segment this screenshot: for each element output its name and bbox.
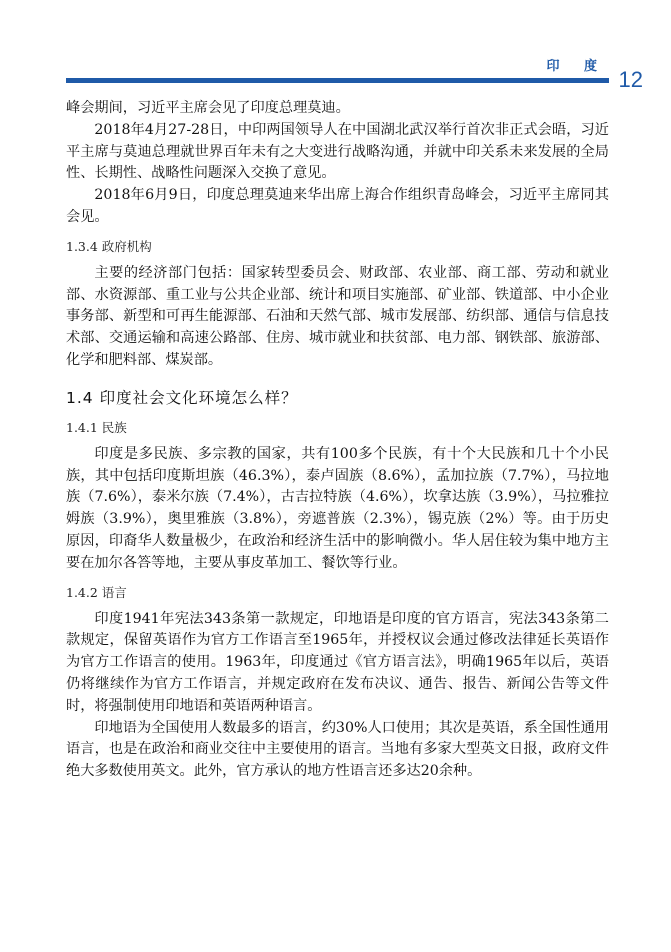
page-body: [66, 98, 609, 783]
chapter-title: 印 度: [546, 59, 607, 74]
subsection-heading: 1.4.1 民族: [66, 419, 127, 435]
paragraph: 2018年4月27-28日，中印两国领导人在中国湖北武汉举行首次非正式会晤，习近平主席与莫迪总理就世界百年未有之大变进行战略沟通，并就中印关系未来发展的全局性、长期性、战略性问题深入交换了意见。: [66, 121, 609, 182]
paragraph: 印度1941年宪法343条第一款规定，印地语是印度的官方语言，宪法343条第二款规定，保留英语作为官方工作语言至1965年，并授权议会通过修改法律延长英语作为官方工作语言的使用。1963年，印度通过《官方语言法》，明确1965年以后，英语仍将继续作为官方工作语言，并规定政府在发布决议、通告、报告、新闻公告等文件时，将强制使用印地语和英语两种语言。: [66, 610, 609, 714]
paragraph: 主要的经济部门包括：国家转型委员会、财政部、农业部、商工部、劳动和就业部、水资源部、重工业与公共企业部、统计和项目实施部、矿业部、铁道部、中小企业事务部、新型和可再生能源部、石油和天然气部、城市发展部、纺织部、通信与信息技术部、交通运输和高速公路部、住房、城市就业和扶贫部、电力部、钢铁部、旅游部、化学和肥料部、煤炭部。: [66, 264, 609, 368]
paragraph: 印度是多民族、多宗教的国家，共有100多个民族，有十个大民族和几十个小民族，其中包括印度斯坦族（46.3%），泰卢固族（8.6%），孟加拉族（7.7%），马拉地族（7.6%），泰米尔族（7.4%），古吉拉特族（4.6%），坎拿达族（3.9%），马拉雅拉姆族（3.9%），奥里雅族（3.8%），旁遮普族（2.3%），锡克族（2%）等。由于历史原因，印裔华人数量极少，在政治和经济生活中的影响微小。华人居住较为集中地方主要在加尔各答等地，主要从事皮革加工、餐饮等行业。: [66, 445, 609, 571]
paragraph: 2018年6月9日，印度总理莫迪来华出席上海合作组织青岛峰会，习近平主席同其会见。: [66, 187, 609, 225]
subsection-heading: 1.4.2 语言: [66, 584, 127, 600]
page-number: 12: [618, 67, 643, 92]
paragraph: 印地语为全国使用人数最多的语言，约30%人口使用；其次是英语，系全国性通用语言，也是在政治和商业交往中主要使用的语言。当地有多家大型英文日报，政府文件绝大多数使用英文。此外，官方承认的地方性语言还多达20余种。: [66, 719, 609, 780]
section-heading: 1.4 印度社会文化环境怎么样？: [66, 388, 298, 407]
subsection-heading: 1.3.4 政府机构: [66, 238, 152, 254]
header-rule: [66, 78, 609, 83]
paragraph: 峰会期间，习近平主席会见了印度总理莫迪。: [66, 100, 350, 116]
